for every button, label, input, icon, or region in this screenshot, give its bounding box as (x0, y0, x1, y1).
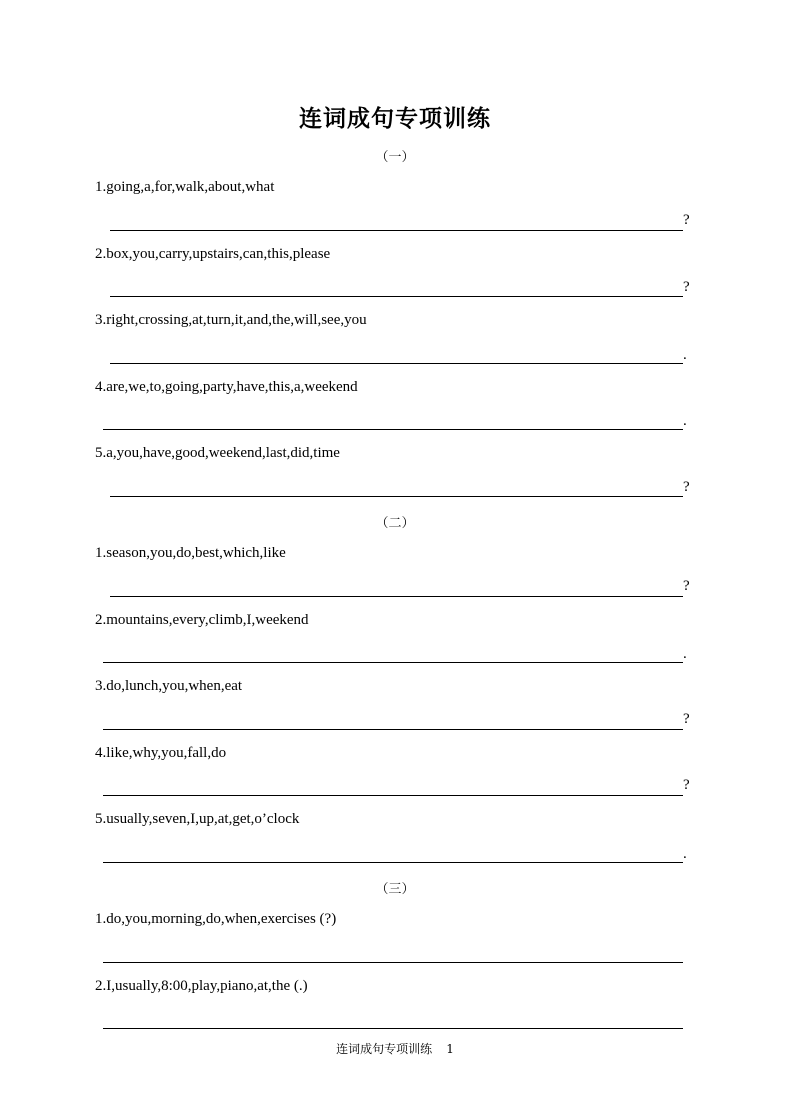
exercise-prompt: 2.I,usually,8:00,play,piano,at,the (.) (95, 978, 308, 994)
exercise-prompt: 4.are,we,to,going,party,have,this,a,weekend (95, 379, 358, 395)
answer-line[interactable] (103, 795, 683, 796)
sentence-punctuation: . (683, 347, 687, 363)
exercise-prompt: 1.season,you,do,best,which,like (95, 545, 286, 561)
answer-line[interactable] (110, 363, 683, 364)
answer-line[interactable] (103, 662, 683, 663)
answer-line[interactable] (110, 296, 683, 297)
exercise-prompt: 5.usually,seven,I,up,at,get,o’clock (95, 811, 300, 827)
exercise-prompt: 1.going,a,for,walk,about,what (95, 179, 275, 195)
answer-line[interactable] (103, 962, 683, 963)
page-footer (0, 1040, 790, 1057)
exercise-prompt: 4.like,why,you,fall,do (95, 745, 227, 761)
answer-line[interactable] (110, 496, 683, 497)
sentence-punctuation: ? (683, 711, 690, 727)
sentence-punctuation: ? (683, 479, 690, 495)
sentence-punctuation: ? (683, 777, 690, 793)
answer-line[interactable] (110, 596, 683, 597)
exercise-prompt: 3.do,lunch,you,when,eat (95, 678, 243, 694)
exercise-prompt: 5.a,you,have,good,weekend,last,did,time (95, 445, 340, 461)
answer-line[interactable] (103, 1028, 683, 1029)
answer-line[interactable] (103, 429, 683, 430)
section-label-3: （三） (375, 882, 415, 897)
answer-line[interactable] (103, 729, 683, 730)
sentence-punctuation: ? (683, 212, 690, 228)
page-title: 连词成句专项训练 (299, 105, 491, 132)
sentence-punctuation: . (683, 646, 687, 662)
exercise-prompt: 2.mountains,every,climb,I,weekend (95, 612, 309, 628)
exercise-prompt: 1.do,you,morning,do,when,exercises (?) (95, 911, 337, 927)
sentence-punctuation: . (683, 846, 687, 862)
page-number: 1 (446, 1042, 454, 1056)
answer-line[interactable] (110, 230, 683, 231)
sentence-punctuation: . (683, 413, 687, 429)
exercise-prompt: 2.box,you,carry,upstairs,can,this,please (95, 246, 331, 262)
sentence-punctuation: ? (683, 578, 690, 594)
section-label-1: （一） (375, 150, 415, 165)
sentence-punctuation: ? (683, 279, 690, 295)
footer-title: 连词成句专项训练 (336, 1042, 433, 1056)
section-label-2: （二） (375, 516, 415, 531)
exercise-prompt: 3.right,crossing,at,turn,it,and,the,will,see,you (95, 312, 367, 328)
answer-line[interactable] (103, 862, 683, 863)
